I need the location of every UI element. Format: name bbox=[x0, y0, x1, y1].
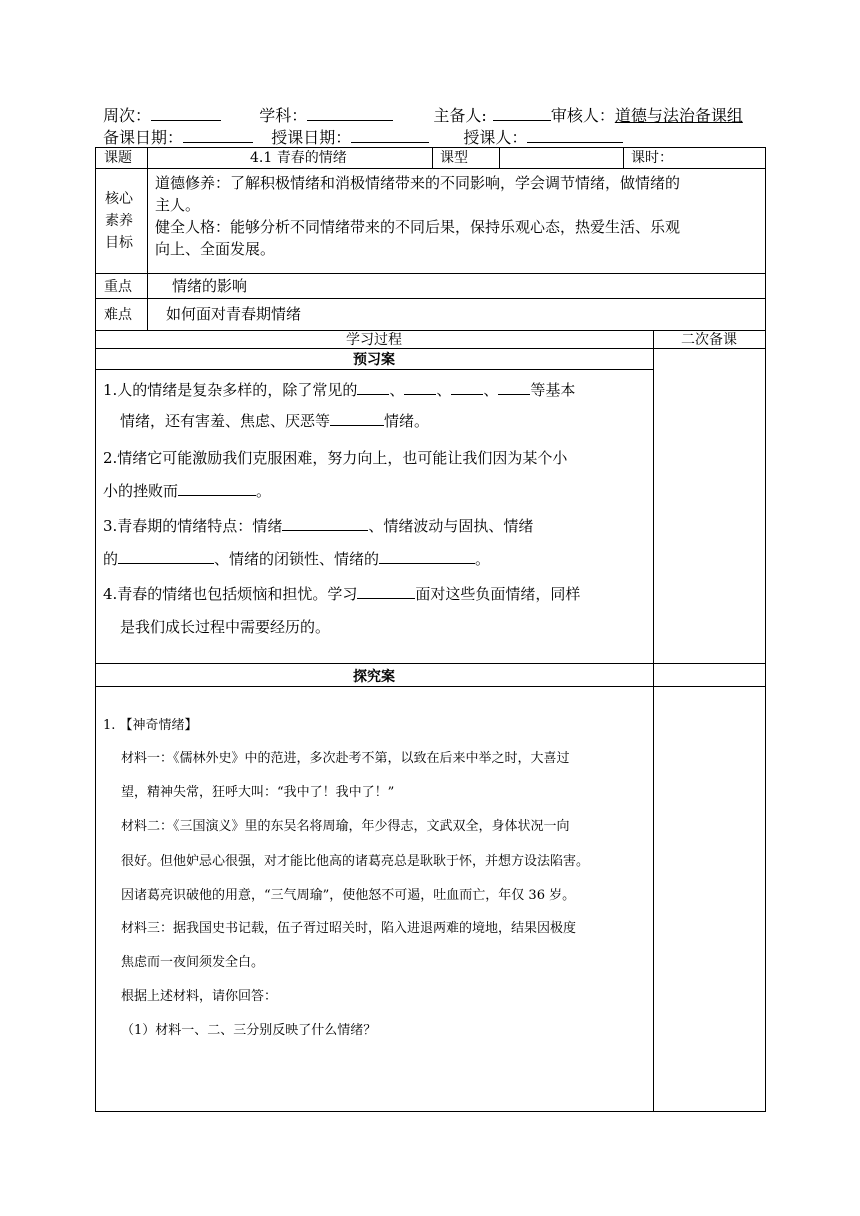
blank[interactable] bbox=[404, 374, 436, 395]
preview-title: 预习案 bbox=[353, 352, 395, 368]
core-text-2: 主人。 bbox=[155, 196, 201, 214]
type-label: 课型 bbox=[440, 150, 468, 166]
explore-item1-title: 1. 【神奇情绪】 bbox=[103, 718, 198, 733]
preview-q4-line2: 是我们成长过程中需要经历的。 bbox=[120, 618, 331, 636]
preview-q1-line2: 情绪，还有害羞、焦虑、厌恶等 情绪。 bbox=[120, 403, 665, 439]
hours-label: 课时： bbox=[631, 150, 673, 166]
blank[interactable] bbox=[282, 510, 368, 531]
preview-q1-line1: 1.人的情绪是复杂多样的，除了常见的 、 、 、 等基本 bbox=[103, 372, 648, 408]
core-label-3: 目标 bbox=[105, 235, 133, 251]
core-label-2: 素养 bbox=[105, 213, 133, 229]
topic-value: 4.1 青春的情绪 bbox=[250, 150, 347, 166]
subject-label: 学科： bbox=[259, 106, 308, 125]
explore-title: 探究案 bbox=[353, 669, 395, 685]
difficulty-value: 如何面对青春期情绪 bbox=[166, 305, 302, 323]
material1-line2: 望，精神失常，狂呼大叫：“我中了！我中了！” bbox=[121, 785, 395, 800]
preview-q2-line1: 2.情绪它可能激励我们克服困难，努力向上，也可能让我们因为某个小 bbox=[103, 449, 568, 467]
key-point-value: 情绪的影响 bbox=[172, 277, 248, 295]
blank[interactable] bbox=[498, 374, 530, 395]
blank[interactable] bbox=[379, 543, 475, 564]
prep-date-label: 备课日期： bbox=[103, 128, 184, 147]
reviewer-label: 审核人： bbox=[550, 106, 615, 125]
core-text-3: 健全人格：能够分析不同情绪带来的不同后果，保持乐观心态，热爱生活、乐观 bbox=[155, 218, 681, 236]
process-label: 学习过程 bbox=[346, 332, 402, 348]
preview-q4-line1: 4.青春的情绪也包括烦恼和担忧。学习 面对这些负面情绪，同样 bbox=[103, 576, 648, 612]
week-label: 周次： bbox=[103, 106, 152, 125]
topic-label: 课题 bbox=[104, 150, 132, 166]
reviewer-value: 道德与法治备课组 bbox=[614, 106, 743, 125]
second-prep-label: 二次备课 bbox=[681, 332, 737, 348]
preparer-label: 主备人: bbox=[433, 106, 487, 125]
teach-date-label: 授课日期： bbox=[271, 128, 352, 147]
explore-prompt: 根据上述材料，请你回答： bbox=[121, 989, 278, 1004]
material2-line2: 很好。但他妒忌心很强，对才能比他高的诸葛亮总是耿耿于怀，并想方设法陷害。 bbox=[121, 854, 590, 869]
core-text-1: 道德修养：了解积极情绪和消极情绪带来的不同影响，学会调节情绪，做情绪的 bbox=[155, 174, 681, 192]
core-text-4: 向上、全面发展。 bbox=[155, 240, 276, 258]
blank[interactable] bbox=[178, 475, 256, 496]
blank[interactable] bbox=[118, 543, 214, 564]
preview-q3-line1: 3.青春期的情绪特点：情绪 、情绪波动与固执、情绪 bbox=[103, 508, 648, 544]
material3-line2: 焦虑而一夜间须发全白。 bbox=[121, 955, 265, 970]
difficulty-label: 难点 bbox=[104, 307, 132, 323]
blank[interactable] bbox=[330, 405, 384, 426]
preview-q2-line2: 小的挫败而 。 bbox=[103, 473, 648, 509]
key-point-label: 重点 bbox=[104, 279, 132, 295]
explore-question-1: （1）材料一、二、三分别反映了什么情绪？ bbox=[121, 1023, 377, 1038]
material3-line1: 材料三：据我国史书记载，伍子胥过昭关时，陷入进退两难的境地，结果因极度 bbox=[121, 921, 577, 936]
material2-line1: 材料二：《三国演义》里的东吴名将周瑜，年少得志，文武双全，身体状况一向 bbox=[121, 819, 570, 834]
blank[interactable] bbox=[451, 374, 483, 395]
blank[interactable] bbox=[357, 374, 389, 395]
blank[interactable] bbox=[357, 578, 415, 599]
teacher-label: 授课人： bbox=[463, 128, 528, 147]
core-label-1: 核心 bbox=[105, 191, 133, 207]
preview-q3-line2: 的 、情绪的闭锁性、情绪的 。 bbox=[103, 541, 648, 577]
material2-line3: 因诸葛亮识破他的用意，“三气周瑜”，使他怒不可遏，吐血而亡，年仅 36 岁。 bbox=[121, 888, 576, 903]
material1-line1: 材料一：《儒林外史》中的范进，多次赴考不第，以致在后来中举之时，大喜过 bbox=[121, 751, 570, 766]
